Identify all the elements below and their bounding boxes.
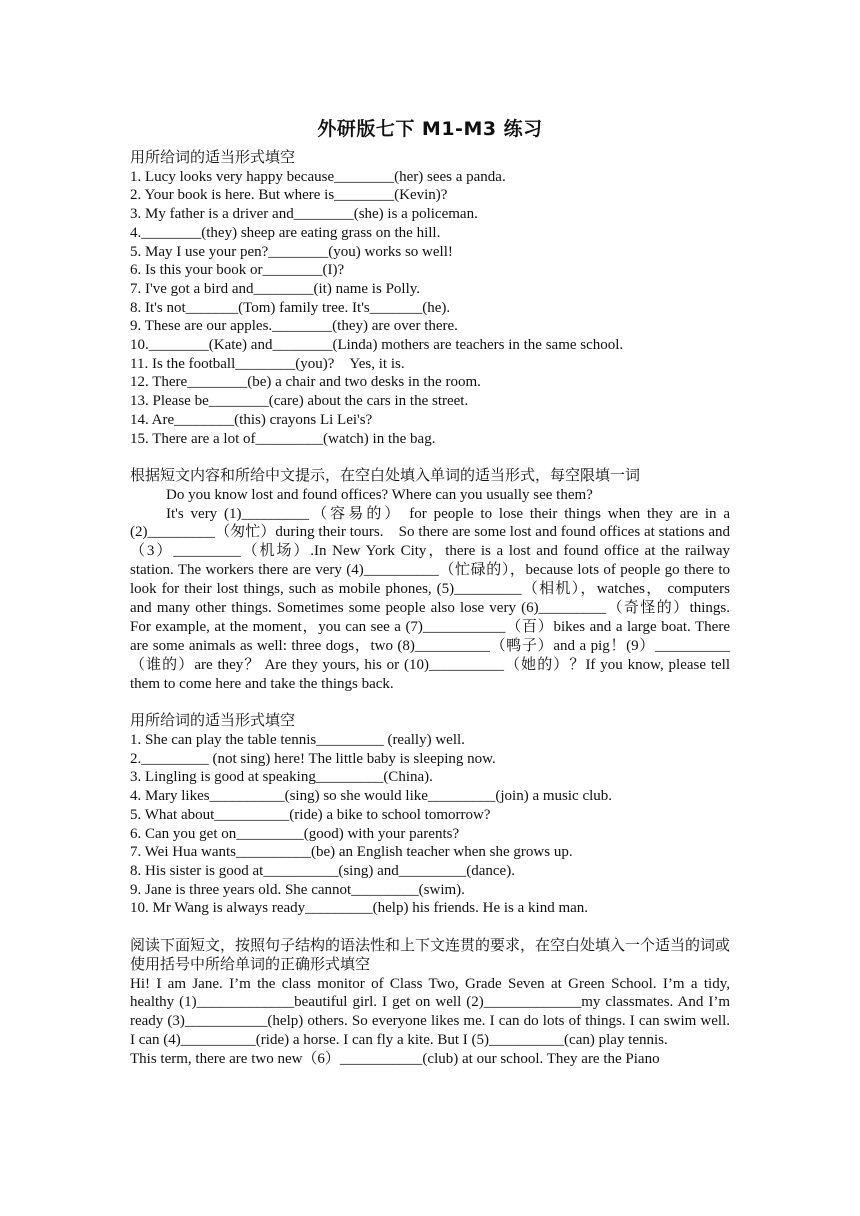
exercise-item: 15. There are a lot of_________(watch) in the bag. [130,430,436,447]
exercise-section-1 [130,149,730,1069]
exercise-item: 2._________ (not sing) here! The little baby is sleeping now. [130,750,496,767]
exercise-item: 3. My father is a driver and________(she) is a policeman. [130,206,478,223]
exercise-section-2 [130,467,730,694]
passage-body: It's very (1)_________（容易的） for people to lose their things when they are in a (2)_________（匆忙）during their tours. So there are some lost and found offices at stations and （3）_________（机场）.In New York City，there is a lost and found office at the railway station. The workers there are very (4)__________（忙碌的），because lots of people go there to look for their lost things, such as mobile phones, (5)_________（相机），watches， computers and many other things. Sometimes some people also lose very (6)_________（奇怪的）things. For example, at the moment，you can see a (7)___________（百）bikes and a large boat. There are some animals as well: three dogs，two (8)__________（鸭子）and a pig！(9）__________（谁的）are they？ Are they yours, his or (10)__________（她的）？If you know, please tell them to come here and take the things back. [130,505,730,692]
exercise-item: 6. Can you get on_________(good) with your parents? [130,825,460,842]
exercise-section-4 [130,937,730,1069]
exercise-item: 9. These are our apples.________(they) are over there. [130,318,458,335]
exercise-item: 7. I've got a bird and________(it) name is Polly. [130,280,421,297]
exercise-item: 10. Mr Wang is always ready_________(help) his friends. He is a kind man. [130,900,589,917]
passage-intro: Do you know lost and found offices? Where can you usually see them? [166,486,593,503]
exercise-item: 4.________(they) sheep are eating grass on the hill. [130,224,441,241]
passage-paragraph: This term, there are two new（6）___________(club) at our school. They are the Piano [130,1051,660,1068]
exercise-item: 8. His sister is good at__________(sing) and_________(dance). [130,862,515,879]
exercise-item: 14. Are________(this) crayons Li Lei's? [130,411,373,428]
exercise-item: 10.________(Kate) and________(Linda) mothers are teachers in the same school. [130,337,624,354]
section-heading: 用所给词的适当形式填空 [130,150,296,166]
exercise-item: 13. Please be________(care) about the cars in the street. [130,393,469,410]
exercise-item: 1. She can play the table tennis_________ (really) well. [130,732,465,748]
exercise-item: 5. May I use your pen?________(you) works so well! [130,243,453,260]
section-heading: 阅读下面短文，按照句子结构的语法性和上下文连贯的要求，在空白处填入一个适当的词或使用括号中所给单词的正确形式填空 [130,937,731,973]
exercise-item: 9. Jane is three years old. She cannot_________(swim). [130,881,465,898]
passage-paragraph: Hi! I am Jane. I’m the class monitor of Class Two, Grade Seven at Green School. I’m a tidy, healthy (1)_____________beautiful girl. I get on well (2)_____________my classmates. And I’m ready (3)___________(help) others. So everyone likes me. I can do lots of things. I can swim well. I can (4)__________(ride) a horse. I can fly a kite. But I (5)__________(can) play tennis. [130,975,730,1049]
exercise-item: 6. Is this your book or________(I)? [130,262,345,279]
exercise-item: 4. Mary likes__________(sing) so she would like_________(join) a music club. [130,788,613,805]
exercise-item: 7. Wei Hua wants__________(be) an English teacher when she grows up. [130,844,573,861]
section-heading: 用所给词的适当形式填空 [130,713,296,730]
exercise-item: 3. Lingling is good at speaking_________(China). [130,769,433,786]
exercise-section-3 [130,712,730,918]
exercise-item: 2. Your book is here. But where is________(Kevin)? [130,187,448,204]
exercise-item: 1. Lucy looks very happy because________(her) sees a panda. [130,168,506,185]
page-title: 外研版七下 M1-M3 练习 [317,118,543,140]
exercise-item: 11. Is the football________(you)? Yes, it is. [130,355,405,372]
exercise-item: 5. What about__________(ride) a bike to school tomorrow? [130,806,491,823]
exercise-item: 12. There________(be) a chair and two desks in the room. [130,374,481,391]
exercise-item: 8. It's not_______(Tom) family tree. It's_______(he). [130,299,451,316]
section-heading: 根据短文内容和所给中文提示，在空白处填入单词的适当形式，每空限填一词 [130,467,641,484]
